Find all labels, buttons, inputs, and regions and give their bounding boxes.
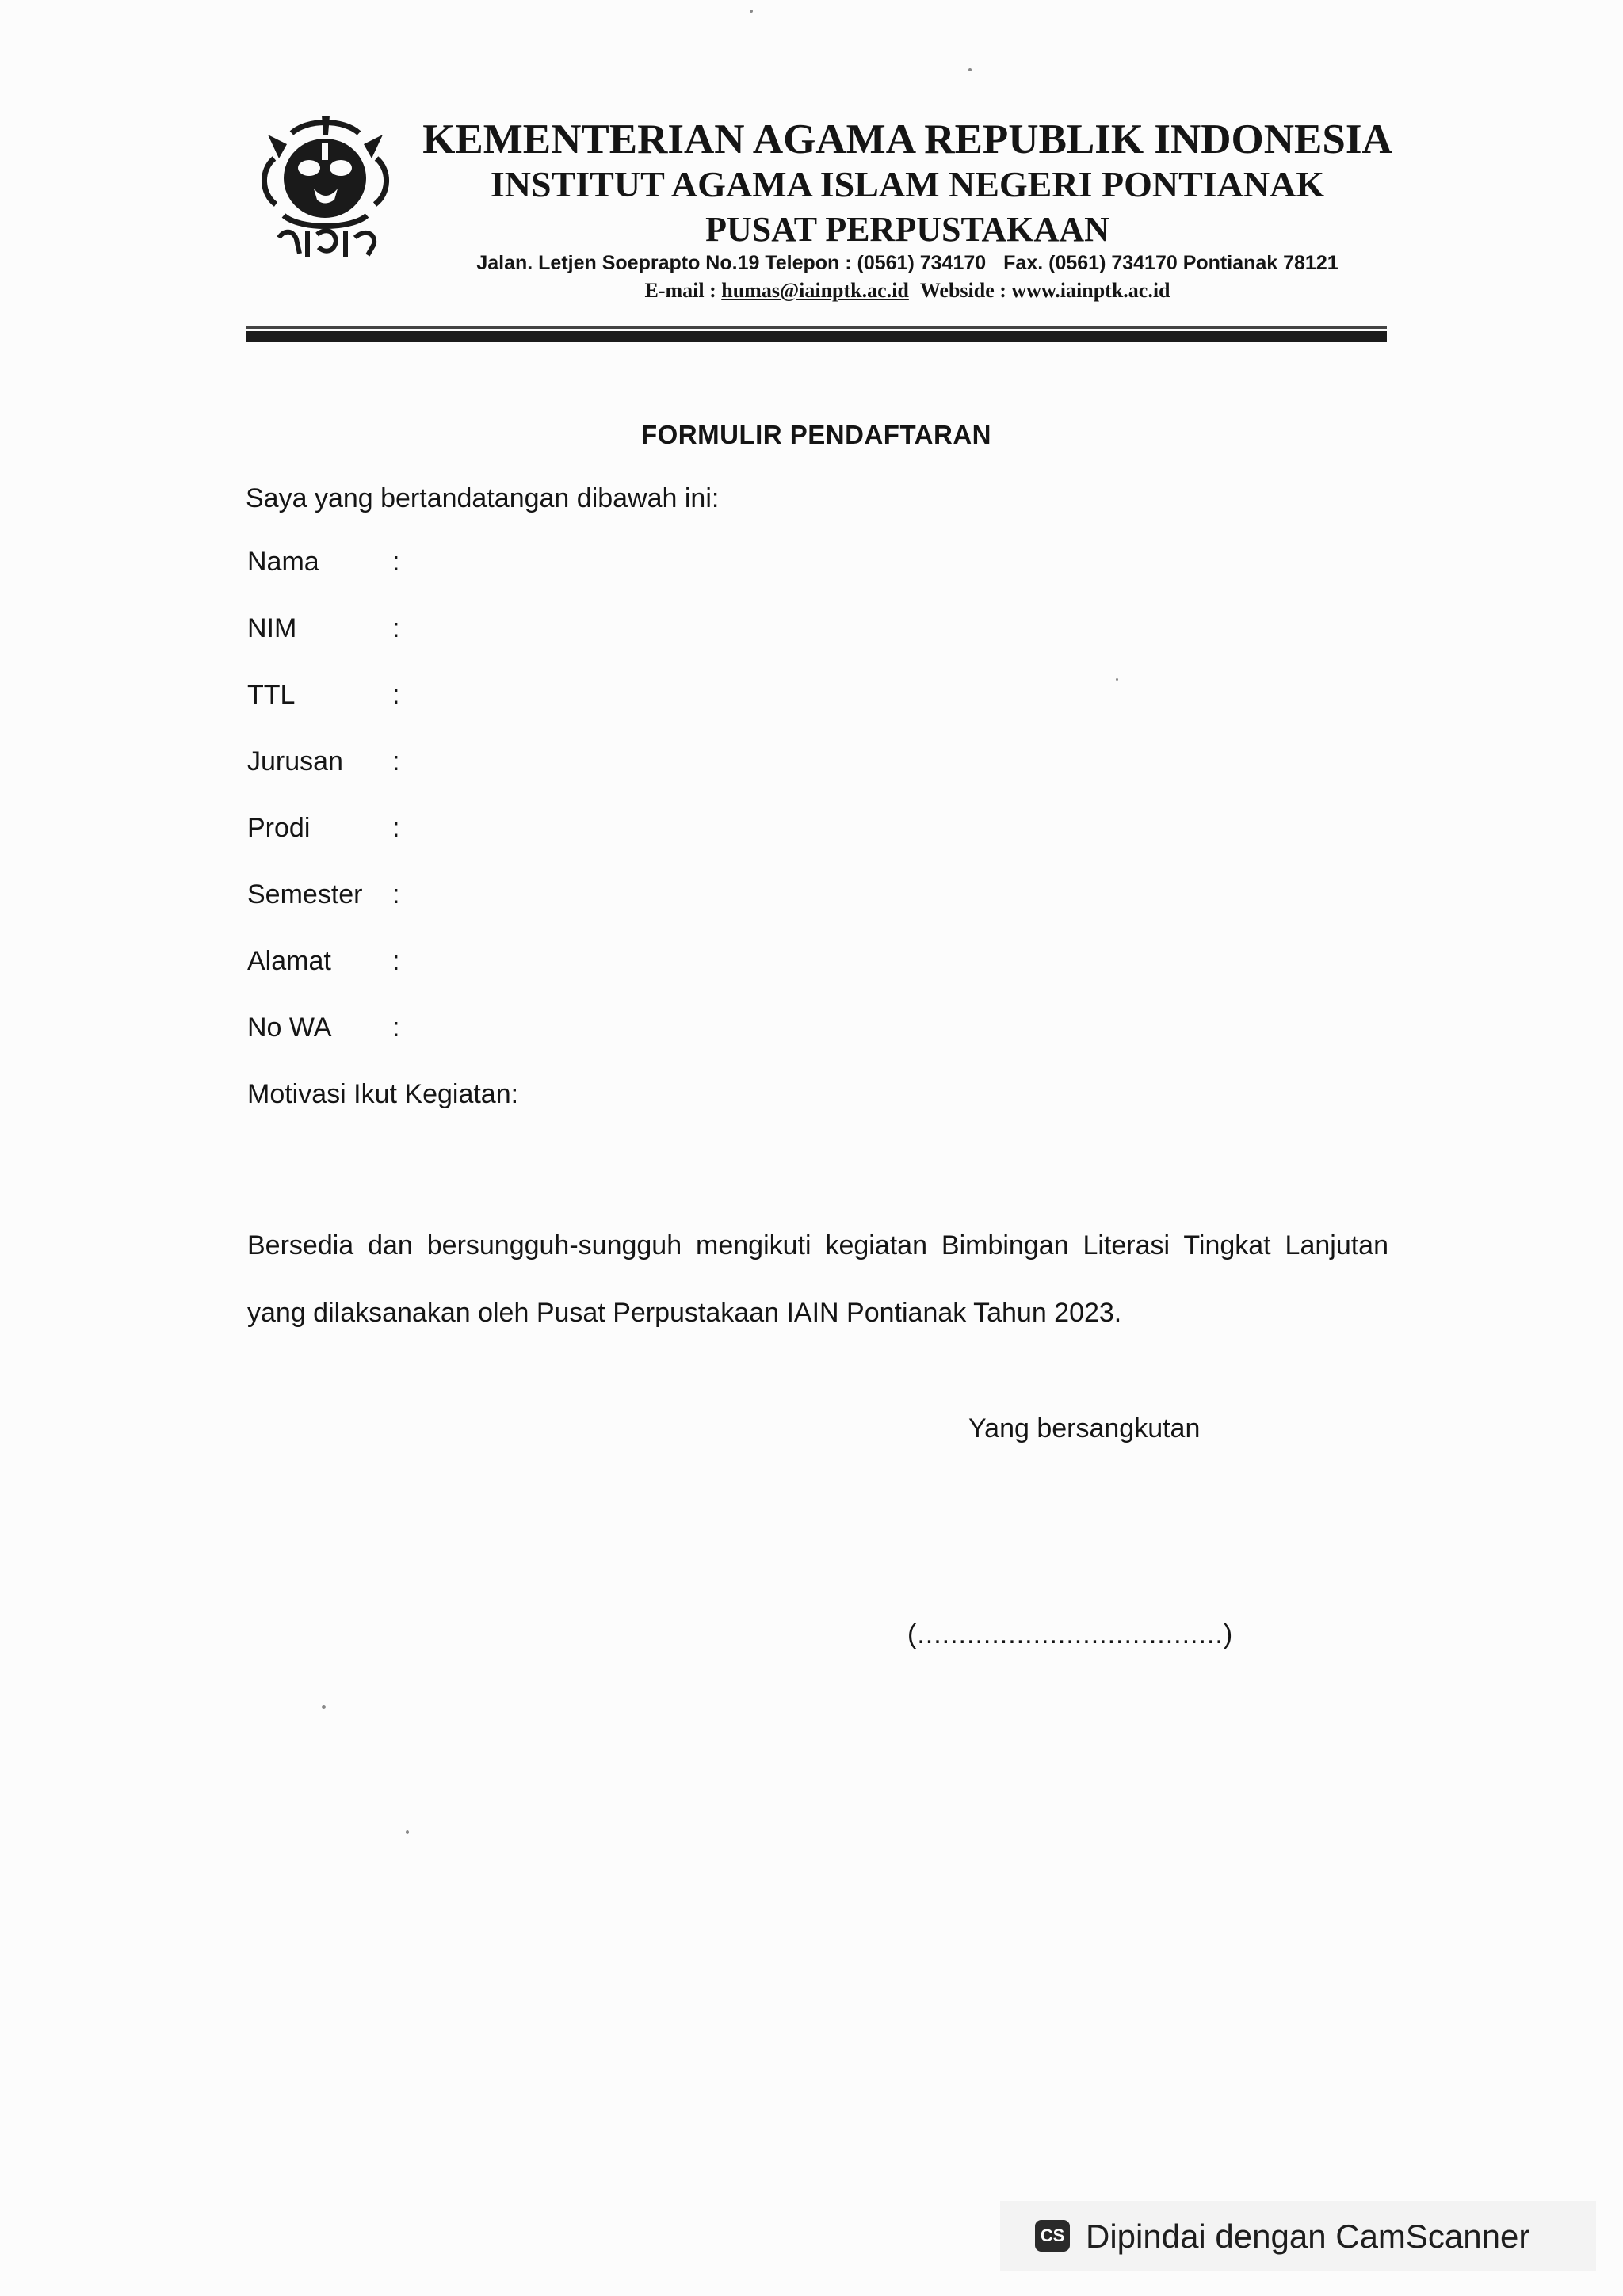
letterhead-email-link[interactable]: humas@iainptk.ac.id [721,279,909,302]
scan-speck [968,68,972,71]
scan-speck [1116,678,1118,681]
letterhead-address-line [444,252,1371,275]
signature-placeholder: (.....................................) [907,1619,1234,1650]
letterhead-ministry: KEMENTERIAN AGAMA REPUBLIK INDONESIA [422,116,1392,162]
letterhead-institute: INSTITUT AGAMA ISLAM NEGERI PONTIANAK [490,164,1325,204]
scan-speck [406,1830,409,1834]
field-label: Jurusan [247,746,343,776]
field-label: Prodi [247,813,311,843]
field-label: Semester [247,879,363,910]
letterhead-unit: PUSAT PERPUSTAKAAN [705,210,1109,249]
field-label: Alamat [247,946,331,976]
field-colon: : [392,613,400,643]
letterhead-divider [246,331,1387,342]
field-label: Nama [247,547,319,577]
field-colon: : [392,547,400,577]
letterhead-divider-thin [246,326,1387,329]
scan-speck [322,1705,326,1709]
camscanner-text: Dipindai dengan CamScanner [1086,2218,1530,2255]
field-colon: : [392,879,400,910]
commitment-statement: Bersedia dan bersungguh-sungguh mengikuti kegiatan Bimbingan Literasi Tingkat Lanjutan yang dilaksanakan oleh Pusat Perpustakaan IAIN Pontianak Tahun 2023. [247,1230,1388,1328]
camscanner-badge [1000,2201,1596,2271]
letterhead-website: Webside : www.iainptk.ac.id [919,279,1170,302]
letterhead-contact-line [444,279,1371,303]
field-colon: : [392,680,400,710]
scan-speck [750,10,753,13]
form-title: FORMULIR PENDAFTARAN [640,420,991,449]
field-colon: : [392,746,400,776]
form-intro: Saya yang bertandatangan dibawah ini: [246,483,720,513]
letterhead-fax: Fax. (0561) 734170 Pontianak 78121 [1003,252,1338,274]
camscanner-logo-icon: CS [1035,2220,1070,2252]
field-label: No WA [247,1013,332,1043]
field-label: TTL [247,680,296,710]
field-colon: : [392,946,400,976]
letterhead-address: Jalan. Letjen Soeprapto No.19 Telepon : (0561) 734170 [476,252,987,274]
iain-logo-icon [252,111,399,265]
field-label: NIM [247,613,297,643]
letterhead-email-label: E-mail : [644,279,716,302]
motivation-label: Motivasi Ikut Kegiatan: [247,1079,519,1109]
field-colon: : [392,1013,400,1043]
field-colon: : [392,813,400,843]
signer-label: Yang bersangkutan [968,1413,1201,1444]
